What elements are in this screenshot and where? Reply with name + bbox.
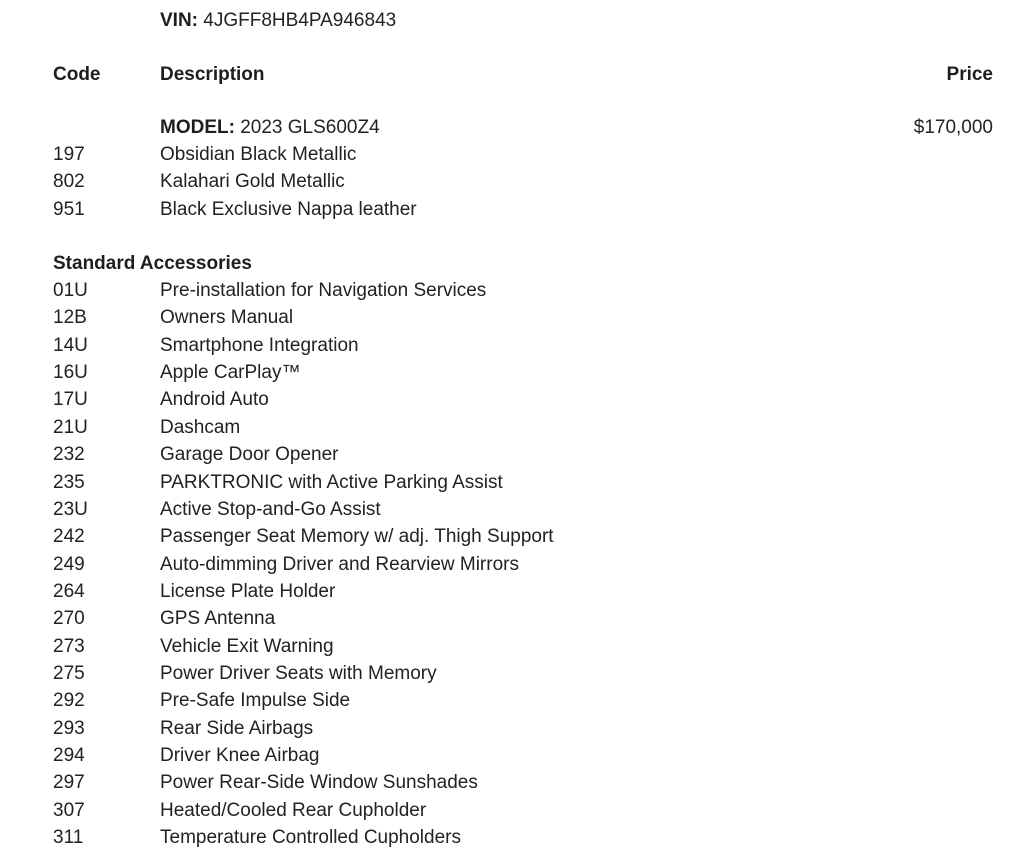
option-row-description: Kalahari Gold Metallic	[160, 171, 345, 193]
vin-label: VIN:	[160, 10, 198, 31]
accessory-row-code: 14U	[53, 334, 88, 356]
accessory-row-code: 23U	[53, 498, 88, 520]
accessory-row-code: 294	[53, 745, 85, 766]
accessory-row-description: License Plate Holder	[160, 580, 336, 602]
model-label: MODEL:	[160, 117, 235, 138]
accessory-row-description: Active Stop-and-Go Assist	[160, 498, 381, 520]
accessory-row-code: 275	[53, 662, 85, 684]
price-column-header: Price	[946, 64, 993, 85]
accessory-row-code: 311	[53, 827, 84, 848]
accessory-row-code: 292	[53, 690, 85, 712]
accessory-row-code: 249	[53, 553, 85, 575]
accessory-row-code: 264	[53, 580, 85, 602]
accessory-row-description: GPS Antenna	[160, 608, 276, 630]
accessory-row-code: 12B	[53, 307, 87, 329]
accessory-row-code: 17U	[53, 389, 88, 411]
accessory-row-description: Smartphone Integration	[160, 334, 359, 356]
accessory-row-description: Apple CarPlay™	[160, 362, 301, 384]
accessory-row-code: 232	[53, 444, 85, 466]
accessory-row-code: 21U	[53, 416, 88, 438]
code-column-header: Code	[53, 64, 101, 85]
accessory-row-code: 235	[53, 471, 85, 493]
accessory-row-code: 16U	[53, 362, 88, 384]
accessory-row-code: 297	[53, 772, 85, 794]
accessory-row-description: Power Driver Seats with Memory	[160, 662, 437, 684]
accessory-row-description: Auto-dimming Driver and Rearview Mirrors	[160, 553, 519, 575]
accessory-row-description: Owners Manual	[160, 307, 294, 329]
accessory-row-description: Vehicle Exit Warning	[160, 635, 334, 657]
accessory-row-description: Passenger Seat Memory w/ adj. Thigh Support	[160, 526, 554, 548]
description-column-header: Description	[160, 64, 265, 85]
accessory-row-description: Android Auto	[160, 389, 269, 411]
accessory-row-description: Pre-installation for Navigation Services	[160, 280, 487, 301]
accessory-row-code: 01U	[53, 280, 88, 301]
accessory-row-code: 273	[53, 635, 85, 657]
accessory-row-description: Power Rear-Side Window Sunshades	[160, 772, 478, 794]
vin-value: 4JGFF8HB4PA946843	[203, 10, 397, 31]
option-row-code: 802	[53, 171, 85, 193]
option-row-description: Black Exclusive Nappa leather	[160, 198, 417, 220]
standard-accessories-title: Standard Accessories	[53, 253, 252, 274]
accessory-row-description: Driver Knee Airbag	[160, 745, 320, 766]
accessory-row-description: PARKTRONIC with Active Parking Assist	[160, 471, 503, 493]
model-price: $170,000	[913, 117, 993, 138]
model-value: 2023 GLS600Z4	[240, 117, 380, 138]
option-row-description: Obsidian Black Metallic	[160, 144, 357, 165]
accessory-row-code: 242	[53, 526, 85, 548]
accessory-row-description: Temperature Controlled Cupholders	[160, 827, 461, 848]
option-row-code: 197	[53, 144, 85, 165]
accessory-row-description: Garage Door Opener	[160, 444, 339, 466]
accessory-row-code: 293	[53, 717, 85, 739]
accessory-row-description: Pre-Safe Impulse Side	[160, 690, 351, 712]
accessory-row-description: Dashcam	[160, 416, 241, 438]
accessory-row-code: 270	[53, 608, 85, 630]
option-row-code: 951	[53, 198, 85, 220]
accessory-row-description: Rear Side Airbags	[160, 717, 314, 739]
accessory-row-description: Heated/Cooled Rear Cupholder	[160, 799, 427, 821]
accessory-row-code: 307	[53, 799, 85, 821]
